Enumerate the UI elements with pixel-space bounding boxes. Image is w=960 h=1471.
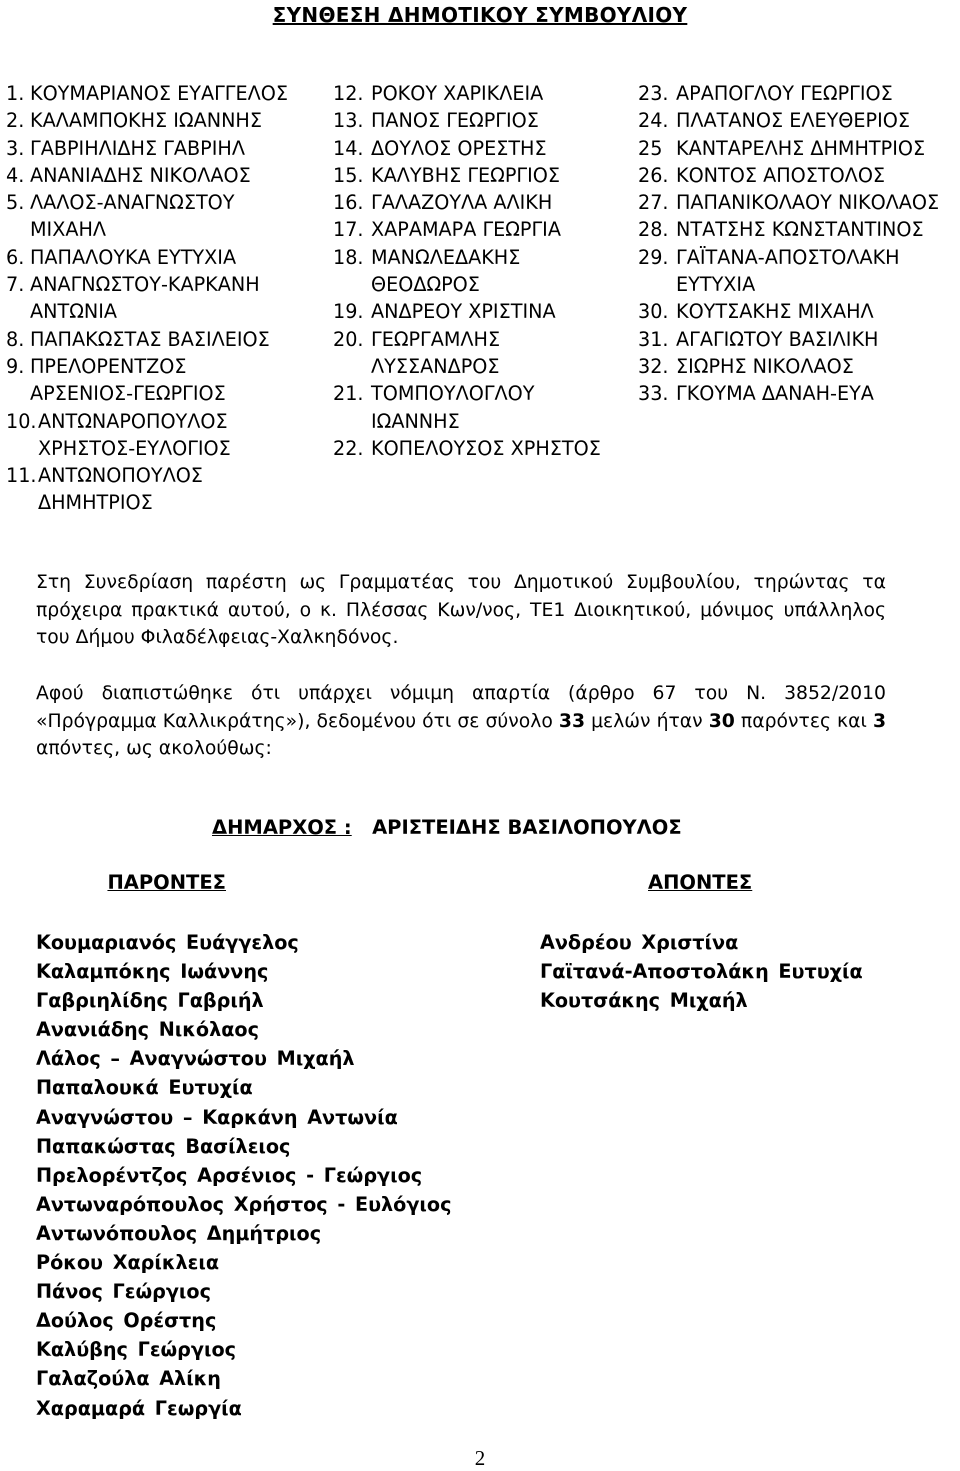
- member-number: 10.: [6, 409, 37, 433]
- present-member: Καλαμπόκης Ιωάννης: [36, 960, 269, 984]
- member-name: [676, 135, 925, 162]
- page-number: 2: [474, 1446, 486, 1470]
- member-name: [30, 271, 260, 326]
- mayor-label: ΔΗΜΑΡΧΟΣ :: [212, 816, 352, 839]
- member-number: 20.: [333, 327, 364, 351]
- member-number: 5.: [6, 191, 25, 215]
- member-number: 3.: [6, 136, 25, 160]
- member-name: [371, 326, 500, 381]
- member-name-line: ΠΛΑΤΑΝΟΣ ΕΛΕΥΘΕΡΙΟΣ: [676, 109, 910, 133]
- document-title: ΣΥΝΘΕΣΗ ΔΗΜΟΤΙΚΟΥ ΣΥΜΒΟΥΛΙΟΥ: [272, 3, 688, 27]
- member-number: 26.: [638, 163, 669, 187]
- member-number: 16.: [333, 191, 364, 215]
- member-number: 28.: [638, 218, 669, 242]
- council-member: [333, 216, 633, 243]
- total-members: 33: [558, 710, 586, 732]
- member-name: [30, 135, 245, 162]
- council-member: [6, 189, 326, 244]
- member-number: 17.: [333, 218, 364, 242]
- member-number: 7.: [6, 273, 25, 297]
- member-name: [371, 244, 520, 299]
- member-number: 24.: [638, 109, 669, 133]
- member-number: 8.: [6, 327, 25, 351]
- council-member: [333, 107, 633, 134]
- council-member: [333, 80, 633, 107]
- member-number: 30.: [638, 300, 669, 324]
- member-number: 13.: [333, 109, 364, 133]
- member-name-line: ΚΑΛΑΜΠΟΚΗΣ ΙΩΑΝΝΗΣ: [30, 109, 262, 133]
- secretary-paragraph: Στη Συνεδρίαση παρέστη ως Γραμματέας του Δημοτικού Συμβουλίου, τηρώντας τα πρόχειρα πρακτικά αυτού, ο κ. Πλέσσας Κων/νος, ΤΕ1 Διοικητικού, μόνιμος υπάλληλος του Δήμου Φιλαδέλφειας-Χαλκηδόνος.: [36, 572, 886, 648]
- member-name-line: ΑΝΤΩΝΑΡΟΠΟΥΛΟΣ: [38, 409, 228, 433]
- member-name: [371, 135, 547, 162]
- member-name-line: ΑΝΤΩΝΙΑ: [30, 300, 117, 324]
- member-name-line: ΚΟΥΜΑΡΙΑΝΟΣ ΕΥΑΓΓΕΛΟΣ: [30, 82, 288, 105]
- council-member: [333, 135, 633, 162]
- council-member: [638, 380, 960, 407]
- present-member: Δούλος Ορέστης: [36, 1309, 217, 1333]
- member-number: 11.: [6, 464, 37, 488]
- member-name: [371, 107, 539, 134]
- present-member: Ανανιάδης Νικόλαος: [36, 1018, 259, 1042]
- council-member: [6, 353, 326, 408]
- member-name-line: ΔΗΜΗΤΡΙΟΣ: [38, 491, 153, 515]
- member-name: [30, 244, 236, 271]
- member-name-line: ΓΚΟΥΜΑ ΔΑΝΑΗ-ΕΥΑ: [676, 382, 874, 406]
- present-member: Αναγνώστου – Καρκάνη Αντωνία: [36, 1105, 398, 1129]
- member-name: [676, 189, 939, 216]
- member-number: 1.: [6, 82, 25, 105]
- council-member: [6, 80, 326, 107]
- council-member: [6, 408, 326, 463]
- member-name: [30, 162, 251, 189]
- council-member: [638, 326, 960, 353]
- present-member: Πάνος Γεώργιος: [36, 1280, 211, 1304]
- present-member: Παπακώστας Βασίλειος: [36, 1134, 291, 1158]
- member-number: 2.: [6, 109, 25, 133]
- member-name-line: ΣΙΩΡΗΣ ΝΙΚΟΛΑΟΣ: [676, 354, 854, 378]
- member-name-line: ΚΟΠΕΛΟΥΣΟΣ ΧΡΗΣΤΟΣ: [371, 436, 601, 460]
- present-member: Γαβριηλίδης Γαβριήλ: [36, 989, 264, 1013]
- quorum-paragraph: [36, 680, 886, 763]
- member-name-line: ΜΑΝΩΛΕΔΑΚΗΣ: [371, 245, 521, 269]
- member-number: 29.: [638, 245, 669, 269]
- member-name-line: ΡΟΚΟΥ ΧΑΡΙΚΛΕΙΑ: [371, 82, 544, 105]
- quorum-text-3: παρόντες και: [734, 710, 873, 732]
- present-member: Γαλαζούλα Αλίκη: [36, 1367, 221, 1391]
- council-member: [6, 271, 326, 326]
- council-member: [333, 189, 633, 216]
- member-name-line: ΤΟΜΠΟΥΛΟΓΛΟΥ: [371, 382, 535, 406]
- member-name: [30, 189, 235, 244]
- council-member: [638, 189, 960, 216]
- mayor-line: [212, 815, 682, 841]
- member-name: [676, 216, 924, 243]
- member-number: 21.: [333, 382, 364, 406]
- member-number: 31.: [638, 327, 669, 351]
- present-member: Ρόκου Χαρίκλεια: [36, 1251, 219, 1275]
- member-name: [676, 380, 874, 407]
- member-name-line: ΙΩΑΝΝΗΣ: [371, 409, 460, 433]
- member-name-line: ΑΡΣΕΝΙΟΣ-ΓΕΩΡΓΙΟΣ: [30, 382, 226, 406]
- member-number: 25: [638, 136, 663, 160]
- member-name: [371, 189, 552, 216]
- absent-member: Ανδρέου Χριστίνα: [540, 931, 739, 954]
- member-name: [676, 162, 885, 189]
- member-number: 9.: [6, 354, 25, 378]
- absent-header: ΑΠΟΝΤΕΣ: [648, 871, 753, 894]
- member-name-line: ΘΕΟΔΩΡΟΣ: [371, 273, 480, 297]
- absent-member: Γαϊτανά-Αποστολάκη Ευτυχία: [540, 960, 863, 984]
- member-name-line: ΠΑΠΑΛΟΥΚΑ ΕΥΤΥΧΙΑ: [30, 245, 237, 269]
- present-header: ΠΑΡΟΝΤΕΣ: [107, 871, 226, 894]
- council-member: [333, 435, 633, 462]
- member-name: [30, 107, 262, 134]
- council-member: [638, 244, 960, 299]
- council-member: [638, 298, 960, 325]
- member-name-line: ΚΟΝΤΟΣ ΑΠΟΣΤΟΛΟΣ: [676, 163, 886, 187]
- mayor-name: ΑΡΙΣΤΕΙΔΗΣ ΒΑΣΙΛΟΠΟΥΛΟΣ: [372, 816, 682, 839]
- member-name: [676, 326, 878, 353]
- member-name-line: ΛΥΣΣΑΝΔΡΟΣ: [371, 354, 500, 378]
- member-name-line: ΠΑΝΟΣ ΓΕΩΡΓΙΟΣ: [371, 109, 539, 133]
- member-name-line: ΚΑΛΥΒΗΣ ΓΕΩΡΓΙΟΣ: [371, 163, 560, 187]
- member-number: 12.: [333, 82, 364, 105]
- present-member: Καλύβης Γεώργιος: [36, 1338, 237, 1362]
- council-member: [638, 353, 960, 380]
- absent-list: [540, 928, 900, 1015]
- member-name-line: ΧΑΡΑΜΑΡΑ ΓΕΩΡΓΙΑ: [371, 218, 561, 242]
- council-member: [638, 80, 960, 107]
- present-count: 30: [708, 710, 735, 732]
- member-name-line: ΚΑΝΤΑΡΕΛΗΣ ΔΗΜΗΤΡΙΟΣ: [676, 136, 926, 160]
- member-number: 14.: [333, 136, 364, 160]
- member-name: [676, 244, 900, 299]
- member-name-line: ΓΑΪΤΑΝΑ-ΑΠΟΣΤΟΛΑΚΗ: [676, 245, 900, 269]
- council-column-2: [333, 80, 633, 462]
- council-member: [333, 162, 633, 189]
- member-name: [30, 353, 226, 408]
- member-name-line: ΠΑΠΑΝΙΚΟΛΑΟΥ ΝΙΚΟΛΑΟΣ: [676, 191, 940, 215]
- absent-member: Κουτσάκης Μιχαήλ: [540, 989, 748, 1013]
- council-member: [638, 135, 960, 162]
- quorum-text-2: μελών ήταν: [585, 710, 709, 732]
- member-name-line: ΑΝΔΡΕΟΥ ΧΡΙΣΤΙΝΑ: [371, 300, 556, 324]
- council-member: [6, 135, 326, 162]
- member-name-line: ΓΑΒΡΙΗΛΙΔΗΣ ΓΑΒΡΙΗΛ: [30, 136, 245, 160]
- quorum-text-1: Αφού διαπιστώθηκε ότι υπάρχει νόμιμη απαρτία (άρθρο 67 του Ν. 3852/2010 «Πρόγραμμα Καλλικράτης»), δεδομένου ότι σε σύνολο: [36, 683, 886, 732]
- council-member: [333, 244, 633, 299]
- member-name: [371, 380, 535, 435]
- present-member: Παπαλουκά Ευτυχία: [36, 1076, 253, 1100]
- member-number: 22.: [333, 436, 364, 460]
- council-member: [6, 462, 326, 517]
- member-number: 15.: [333, 163, 364, 187]
- member-name: [30, 80, 288, 107]
- member-name: [676, 298, 874, 325]
- member-number: 27.: [638, 191, 669, 215]
- council-column-1: [6, 80, 326, 517]
- member-name-line: ΑΝΤΩΝΟΠΟΥΛΟΣ: [38, 464, 203, 488]
- member-name-line: ΜΙΧΑΗΛ: [30, 218, 107, 242]
- member-name-line: ΓΕΩΡΓΑΜΛΗΣ: [371, 327, 501, 351]
- member-name-line: ΠΡΕΛΟΡΕΝΤΖΟΣ: [30, 354, 187, 378]
- present-member: Αντωνόπουλος Δημήτριος: [36, 1221, 322, 1245]
- present-member: Αντωναρόπουλος Χρήστος - Ευλόγιος: [36, 1192, 452, 1216]
- present-member: Χαραμαρά Γεωργία: [36, 1396, 242, 1420]
- council-member: [6, 162, 326, 189]
- member-name-line: ΚΟΥΤΣΑΚΗΣ ΜΙΧΑΗΛ: [676, 300, 874, 324]
- quorum-text-4: απόντες, ως ακολούθως:: [36, 738, 272, 759]
- member-name: [676, 80, 893, 107]
- council-member: [333, 326, 633, 381]
- member-number: 32.: [638, 354, 669, 378]
- member-name-line: ΛΑΛΟΣ-ΑΝΑΓΝΩΣΤΟΥ: [30, 191, 235, 215]
- member-name-line: ΑΡΑΠΟΓΛΟΥ ΓΕΩΡΓΙΟΣ: [676, 82, 893, 105]
- member-name-line: ΑΓΑΓΙΩΤΟΥ ΒΑΣΙΛΙΚΗ: [676, 327, 879, 351]
- member-name: [30, 326, 270, 353]
- member-number: 6.: [6, 245, 25, 269]
- present-member: Πρελορέντζος Αρσένιος - Γεώργιος: [36, 1163, 423, 1187]
- council-member: [333, 298, 633, 325]
- member-name: [38, 408, 231, 463]
- council-column-3: [638, 80, 960, 408]
- member-name-line: ΓΑΛΑΖΟΥΛΑ ΑΛΙΚΗ: [371, 191, 553, 215]
- member-name: [371, 298, 556, 325]
- council-member: [638, 162, 960, 189]
- member-name-line: ΑΝΑΝΙΑΔΗΣ ΝΙΚΟΛΑΟΣ: [30, 163, 251, 187]
- member-number: 4.: [6, 163, 25, 187]
- member-name: [371, 80, 543, 107]
- member-name: [371, 216, 561, 243]
- member-name-line: ΧΡΗΣΤΟΣ-ΕΥΛΟΓΙΟΣ: [38, 436, 231, 460]
- member-number: 33.: [638, 382, 669, 406]
- council-member: [638, 216, 960, 243]
- member-name: [371, 162, 560, 189]
- council-member: [6, 107, 326, 134]
- council-member: [638, 107, 960, 134]
- present-list: [36, 928, 496, 1423]
- present-member: Λάλος – Αναγνώστου Μιχαήλ: [36, 1047, 355, 1071]
- council-member: [333, 380, 633, 435]
- member-name: [676, 353, 854, 380]
- member-name-line: ΔΟΥΛΟΣ ΟΡΕΣΤΗΣ: [371, 136, 547, 160]
- member-name: [38, 462, 203, 517]
- council-member: [6, 326, 326, 353]
- present-member: Κουμαριανός Ευάγγελος: [36, 931, 299, 954]
- member-name: [371, 435, 601, 462]
- member-name: [676, 107, 910, 134]
- member-number: 23.: [638, 82, 669, 105]
- member-name-line: ΕΥΤΥΧΙΑ: [676, 273, 756, 297]
- member-name-line: ΑΝΑΓΝΩΣΤΟΥ-ΚΑΡΚΑΝΗ: [30, 273, 260, 297]
- member-number: 19.: [333, 300, 364, 324]
- member-number: 18.: [333, 245, 364, 269]
- member-name-line: ΠΑΠΑΚΩΣΤΑΣ ΒΑΣΙΛΕΙΟΣ: [30, 327, 270, 351]
- member-name-line: ΝΤΑΤΣΗΣ ΚΩΝΣΤΑΝΤΙΝΟΣ: [676, 218, 924, 242]
- council-member: [6, 244, 326, 271]
- absent-count: 3: [872, 710, 887, 732]
